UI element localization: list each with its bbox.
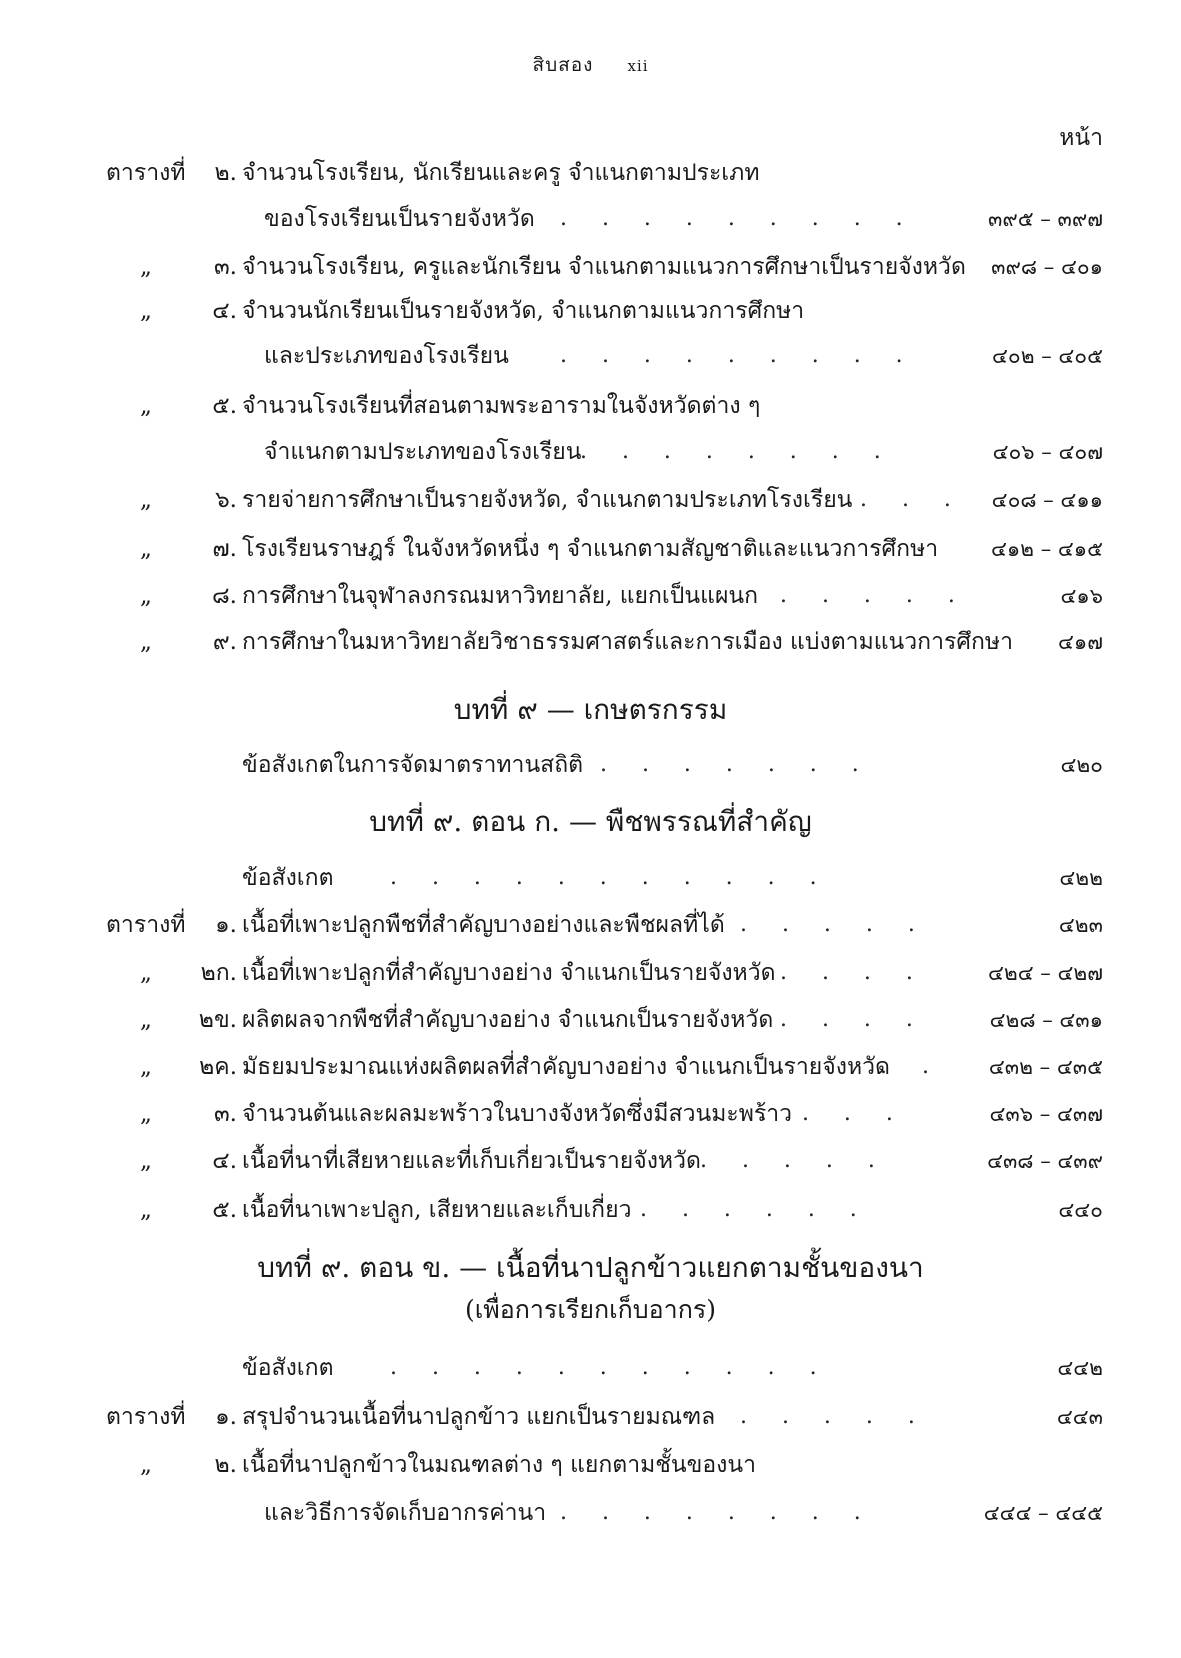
- toc-row: [0, 1141, 1181, 1181]
- page-column-header: หน้า: [1059, 125, 1103, 151]
- leader-dots: . . . . . . . . .: [560, 343, 903, 368]
- toc-row: [0, 1047, 1181, 1087]
- note-title: ข้อสังเกต: [242, 865, 334, 891]
- table-number: ๒.: [214, 1452, 237, 1478]
- leader-dots: . . . . .: [740, 1404, 915, 1429]
- leader-dots: . . . . . .: [640, 1197, 857, 1222]
- table-number: ๙.: [212, 629, 237, 655]
- ditto-mark: „: [140, 487, 152, 513]
- toc-row: [0, 153, 1181, 193]
- table-number: ๒ข.: [198, 1007, 237, 1033]
- page-range: ๓๙๕ – ๓๙๗: [987, 207, 1103, 231]
- entry-title-continued: จำแนกตามประเภทของโรงเรียน: [264, 439, 582, 465]
- ditto-mark: „: [140, 1101, 152, 1127]
- ditto-mark: „: [140, 298, 152, 324]
- toc-row: [0, 1000, 1181, 1040]
- row-label: ตารางที่: [106, 912, 186, 938]
- chapter-subheading: (เพื่อการเรียกเก็บอากร): [464, 1295, 717, 1324]
- table-number: ๕.: [212, 393, 237, 419]
- table-number: ๔.: [212, 298, 237, 324]
- entry-title: เนื้อที่นาเพาะปลูก, เสียหายและเก็บเกี่ยว: [242, 1197, 632, 1223]
- row-label: ตารางที่: [106, 1404, 186, 1430]
- toc-row: [0, 1190, 1181, 1230]
- table-number: ๒ค.: [199, 1054, 237, 1080]
- page-range: ๔๒๒: [1059, 866, 1103, 890]
- toc-row: [0, 858, 1181, 898]
- toc-row: [0, 1445, 1181, 1485]
- note-title: ข้อสังเกต: [242, 1355, 334, 1381]
- page-range: ๔๑๗: [1057, 630, 1103, 654]
- page-range: ๔๓๒ – ๔๓๕: [988, 1055, 1103, 1079]
- leader-dots: . . . . . . . . . . .: [390, 865, 817, 890]
- page-range: ๔๑๖: [1060, 584, 1103, 608]
- entry-title: จำนวนนักเรียนเป็นรายจังหวัด, จำแนกตามแนวการศึกษา: [242, 298, 805, 324]
- entry-title-continued: ของโรงเรียนเป็นรายจังหวัด: [264, 206, 535, 232]
- page-range: ๔๒๓: [1058, 913, 1103, 937]
- ditto-mark: „: [140, 254, 152, 280]
- table-number: ๖.: [215, 487, 237, 513]
- leader-dots: . . . . .: [700, 1148, 875, 1173]
- toc-row: [0, 1094, 1181, 1134]
- page-range: ๔๒๘ – ๔๓๑: [989, 1008, 1103, 1032]
- entry-title: ผลิตผลจากพืชที่สำคัญบางอย่าง จำแนกเป็นรายจังหวัด: [242, 1007, 774, 1033]
- ditto-mark: „: [140, 960, 152, 986]
- leader-dots: . . . . . . . . .: [560, 206, 903, 231]
- entry-title: เนื้อที่นาที่เสียหายและที่เก็บเกี่ยวเป็นรายจังหวัด: [242, 1148, 701, 1174]
- page-number: xii: [627, 57, 649, 75]
- leader-dots: . . . .: [760, 1101, 893, 1126]
- leader-dots: . . . .: [780, 960, 913, 985]
- entry-title: จำนวนโรงเรียน, ครูและนักเรียน จำแนกตามแนวการศึกษาเป็นรายจังหวัด: [242, 254, 966, 280]
- table-number: ๕.: [212, 1197, 237, 1223]
- table-number: ๗.: [212, 536, 237, 562]
- toc-row: [0, 905, 1181, 945]
- page-range: ๔๒๐: [1060, 753, 1103, 777]
- ditto-mark: „: [140, 1007, 152, 1033]
- entry-title: โรงเรียนราษฎร์ ในจังหวัดหนึ่ง ๆ จำแนกตามสัญชาติและแนวการศึกษา: [242, 536, 939, 562]
- page-range: ๓๙๘ – ๔๐๑: [991, 255, 1103, 279]
- entry-title: จำนวนโรงเรียนที่สอนตามพระอารามในจังหวัดต่าง ๆ: [242, 393, 761, 419]
- toc-row: [0, 576, 1181, 616]
- page-range: ๔๓๘ – ๔๓๙: [987, 1149, 1103, 1173]
- page-range: ๔๑๒ – ๔๑๕: [990, 537, 1103, 561]
- toc-row: [0, 953, 1181, 993]
- chapter-heading: บทที่ ๙. ตอน ก. — พืชพรรณที่สำคัญ: [369, 805, 812, 838]
- page-range: ๔๐๘ – ๔๑๑: [991, 488, 1103, 512]
- toc-row: [0, 480, 1181, 520]
- toc-row-continuation: [0, 336, 1181, 376]
- entry-title: การศึกษาในมหาวิทยาลัยวิชาธรรมศาสตร์และการเมือง แบ่งตามแนวการศึกษา: [242, 629, 1013, 655]
- toc-row: [0, 291, 1181, 331]
- toc-row: [0, 1348, 1181, 1388]
- ditto-mark: „: [140, 393, 152, 419]
- entry-title-continued: และวิธีการจัดเก็บอากรค่านา: [264, 1500, 547, 1526]
- entry-title: มัธยมประมาณแห่งผลิตผลที่สำคัญบางอย่าง จำแนกเป็นรายจังหวัด: [242, 1054, 890, 1080]
- entry-title: เนื้อที่นาปลูกข้าวในมณฑลต่าง ๆ แยกตามชั้นของนา: [242, 1452, 757, 1478]
- toc-row: [0, 622, 1181, 662]
- leader-dots: . . . . . . . . . . .: [390, 1355, 817, 1380]
- page-range: ๔๒๔ – ๔๒๗: [987, 961, 1103, 985]
- toc-row-continuation: [0, 1493, 1181, 1533]
- ditto-mark: „: [140, 1452, 152, 1478]
- entry-title: เนื้อที่เพาะปลูกพืชที่สำคัญบางอย่างและพืชผลที่ได้: [242, 912, 725, 938]
- entry-title: รายจ่ายการศึกษาเป็นรายจังหวัด, จำแนกตามประเภทโรงเรียน: [242, 487, 853, 513]
- ditto-mark: „: [140, 1197, 152, 1223]
- leader-dots: . . . . .: [740, 912, 915, 937]
- chapter-heading: บทที่ ๙. ตอน ข. — เนื้อที่นาปลูกข้าวแยกตามชั้นของนา: [257, 1251, 924, 1284]
- row-label: ตารางที่: [106, 160, 186, 186]
- table-number: ๔.: [212, 1148, 237, 1174]
- note-title: ข้อสังเกตในการจัดมาตราทานสถิติ: [242, 752, 584, 778]
- toc-row: [0, 1397, 1181, 1437]
- ditto-mark: „: [140, 629, 152, 655]
- page-range: ๔๐๖ – ๔๐๗: [992, 440, 1103, 464]
- table-number: ๓.: [213, 1101, 237, 1127]
- toc-row: [0, 745, 1181, 785]
- ditto-mark: „: [140, 583, 152, 609]
- table-number: ๘.: [211, 583, 237, 609]
- running-head: [0, 50, 1181, 80]
- entry-title-continued: และประเภทของโรงเรียน: [264, 343, 509, 369]
- page-range: ๔๓๖ – ๔๓๗: [989, 1102, 1103, 1126]
- toc-row: [0, 247, 1181, 287]
- table-number: ๒.: [214, 160, 237, 186]
- entry-title: จำนวนโรงเรียน, นักเรียนและครู จำแนกตามประเภท: [242, 160, 760, 186]
- ditto-mark: „: [140, 1054, 152, 1080]
- leader-dots: . . .: [860, 487, 951, 512]
- table-number: ๒ก.: [200, 960, 237, 986]
- table-number: ๑.: [215, 912, 237, 938]
- toc-row-continuation: [0, 432, 1181, 472]
- page-range: ๔๔๔ – ๔๔๕: [983, 1501, 1103, 1525]
- ditto-mark: „: [140, 1148, 152, 1174]
- table-number: ๓.: [213, 254, 237, 280]
- page-range: ๔๔๓: [1056, 1405, 1103, 1429]
- leader-dots: . . . .: [780, 1007, 913, 1032]
- toc-row: [0, 529, 1181, 569]
- ditto-mark: „: [140, 536, 152, 562]
- toc-row: [0, 386, 1181, 426]
- page-range: ๔๐๒ – ๔๐๕: [991, 344, 1103, 368]
- leader-dots: . .: [880, 1054, 929, 1079]
- entry-title: จำนวนต้นและผลมะพร้าวในบางจังหวัดซึ่งมีสวนมะพร้าว: [242, 1101, 793, 1127]
- leader-dots: . . . . . . . .: [580, 439, 881, 464]
- entry-title: เนื้อที่เพาะปลูกที่สำคัญบางอย่าง จำแนกเป็นรายจังหวัด: [242, 960, 776, 986]
- table-number: ๑.: [215, 1404, 237, 1430]
- toc-row-continuation: [0, 199, 1181, 239]
- running-head-text: สิบสอง: [532, 54, 594, 76]
- leader-dots: . . . . . . .: [600, 752, 859, 777]
- leader-dots: . . . . . . . .: [560, 1500, 861, 1525]
- page-range: ๔๔๒: [1057, 1356, 1103, 1380]
- page-range: ๔๔๐: [1058, 1198, 1103, 1222]
- entry-title: สรุปจำนวนเนื้อที่นาปลูกข้าว แยกเป็นรายมณฑล: [242, 1404, 716, 1430]
- entry-title: การศึกษาในจุฬาลงกรณมหาวิทยาลัย, แยกเป็นแผนก: [242, 583, 759, 609]
- leader-dots: . . . . .: [780, 583, 955, 608]
- chapter-heading: บทที่ ๙ — เกษตรกรรม: [453, 693, 728, 726]
